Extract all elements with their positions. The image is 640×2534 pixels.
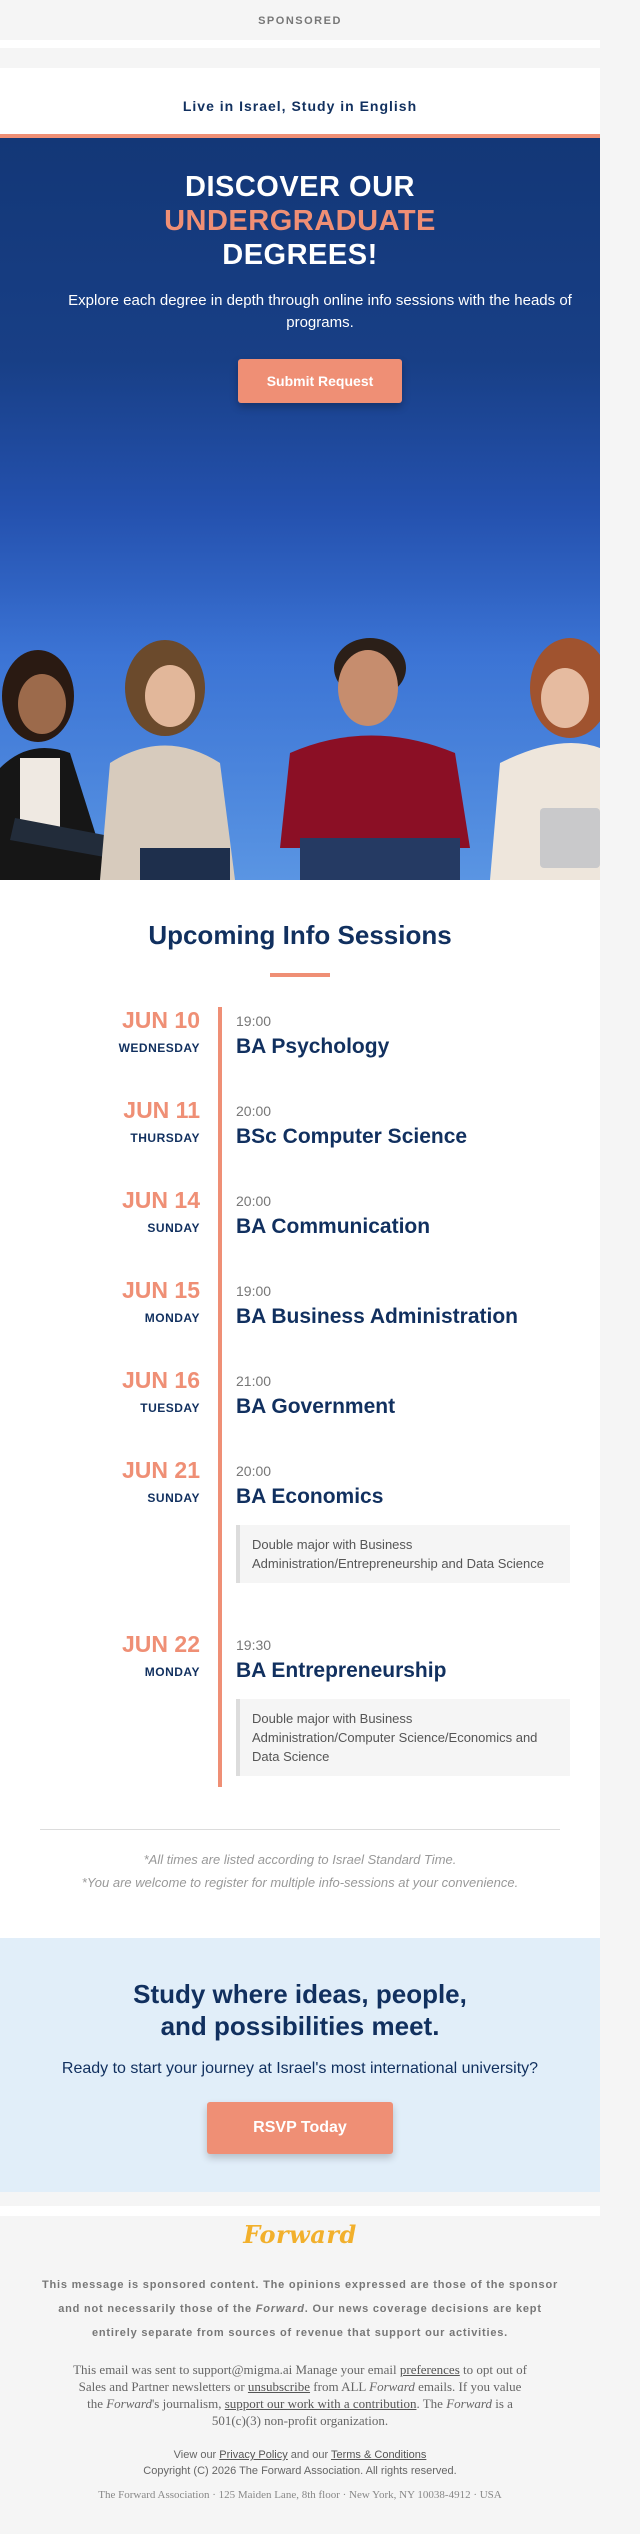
forward-logo[interactable]: Forward [243, 2220, 357, 2249]
session-note: Double major with Business Administration/Entrepreneurship and Data Science [236, 1525, 570, 1583]
session-day: MONDAY [144, 1311, 200, 1325]
timezone-note: *All times are listed according to Israel Standard Time. [143, 1852, 457, 1867]
legal-text: 's journalism, [151, 2396, 225, 2411]
sessions-timeline [0, 1007, 600, 1787]
session-date: JUN 14 [122, 1187, 200, 1213]
session-time: 20:00 [236, 1463, 272, 1479]
legal-text: This email was sent to support@migma.ai Manage your email [73, 2362, 400, 2377]
policy-links [0, 2447, 600, 2479]
legal-text: emails. If you value the [87, 2379, 522, 2411]
cta-title-line1: Study where ideas, people, [133, 1979, 467, 2009]
session-name[interactable]: BA Communication [236, 1215, 431, 1238]
disclaimer-text: . Our news coverage decisions are kept entirely separate from sources of revenue that support our activities. [91, 2303, 542, 2339]
session-time: 19:30 [236, 1637, 272, 1653]
legal-forward: Forward [106, 2396, 152, 2411]
timeline-line [218, 1007, 222, 1787]
unsubscribe-link[interactable]: unsubscribe [247, 2379, 311, 2394]
session-date: JUN 10 [122, 1007, 200, 1033]
cta-title [0, 1978, 600, 2042]
legal-text: is a 501(c)(3) non-profit organization. [211, 2396, 513, 2428]
session-date: JUN 21 [122, 1457, 200, 1483]
hero-title-line2: UNDERGRADUATE [164, 205, 436, 237]
session-name[interactable]: BA Entrepreneurship [236, 1659, 447, 1682]
tagline-text: Live in Israel, Study in English [182, 98, 418, 114]
support-link[interactable]: support our work with a contribution [224, 2396, 417, 2411]
rsvp-button[interactable]: RSVP Today [207, 2102, 393, 2154]
sponsored-label: SPONSORED [258, 15, 342, 27]
hero-title-line1: DISCOVER OUR [185, 171, 415, 203]
privacy-policy-link[interactable]: Privacy Policy [219, 2449, 288, 2461]
sessions-title: Upcoming Info Sessions [148, 920, 452, 950]
hero-title-line3: DEGREES! [222, 239, 378, 271]
postal-address: The Forward Association · 125 Maiden Lane, 8th floor · New York, NY 10038-4912 · USA [98, 2489, 502, 2501]
session-note: Double major with Business Administration/Computer Science/Economics and Data Science [236, 1699, 570, 1776]
session-name[interactable]: BA Economics [236, 1485, 384, 1508]
submit-request-button[interactable]: Submit Request [238, 359, 402, 403]
session-time: 20:00 [236, 1193, 272, 1209]
footer [0, 2220, 600, 2501]
session-day: THURSDAY [130, 1131, 200, 1145]
legal-text: from ALL [310, 2379, 370, 2394]
tagline-bar [0, 68, 600, 138]
email-card [0, 68, 600, 2192]
legal-text: to opt out of Sales and Partner newsletters or [78, 2362, 527, 2394]
hero-title [0, 170, 600, 272]
session-day: MONDAY [144, 1665, 200, 1679]
session-date: JUN 16 [122, 1367, 200, 1393]
terms-link[interactable]: Terms & Conditions [330, 2449, 427, 2461]
cta-section [0, 1938, 600, 2192]
legal-forward: Forward [369, 2379, 415, 2394]
legal-forward: Forward [446, 2396, 492, 2411]
cta-subtitle: Ready to start your journey at Israel's most international university? [61, 2060, 539, 2077]
session-name[interactable]: BA Psychology [236, 1035, 390, 1058]
disclaimer-forward: Forward [255, 2303, 305, 2315]
policy-text: and our [287, 2449, 331, 2461]
session-time: 21:00 [236, 1373, 272, 1389]
sponsored-bar [0, 0, 600, 40]
session-date: JUN 15 [122, 1277, 200, 1303]
session-time: 19:00 [236, 1283, 272, 1299]
session-day: WEDNESDAY [118, 1041, 200, 1055]
preferences-link[interactable]: preferences [399, 2362, 460, 2377]
session-day: SUNDAY [147, 1221, 200, 1235]
hero [0, 138, 600, 880]
sponsor-disclaimer [40, 2273, 560, 2345]
footer-strip [0, 2206, 600, 2216]
copyright: Copyright (C) 2026 The Forward Association. All rights reserved. [143, 2465, 457, 2477]
students-photo[interactable] [0, 588, 600, 880]
email-legal [70, 2361, 530, 2429]
disclaimer-text: This message is sponsored content. The opinions expressed are those of the sponsor and not necessarily those of the [41, 2279, 559, 2315]
session-name[interactable]: BSc Computer Science [236, 1125, 468, 1148]
hero-subtitle: Explore each degree in depth through online info sessions with the heads of programs. [68, 292, 572, 331]
top-strip [0, 40, 600, 48]
session-name[interactable]: BA Government [236, 1395, 396, 1418]
session-name[interactable]: BA Business Administration [236, 1305, 518, 1328]
session-day: TUESDAY [140, 1401, 200, 1415]
policy-text: View our [173, 2449, 220, 2461]
title-underline [270, 973, 330, 977]
session-date: JUN 11 [123, 1097, 200, 1123]
notes-divider [40, 1829, 560, 1830]
session-time: 19:00 [236, 1013, 272, 1029]
info-sessions [0, 880, 600, 1938]
timezone-notes [0, 1848, 600, 1938]
session-day: SUNDAY [147, 1491, 200, 1505]
multiple-sessions-note: *You are welcome to register for multiple info-sessions at your convenience. [81, 1875, 519, 1890]
session-time: 20:00 [236, 1103, 272, 1119]
legal-text: . The [416, 2396, 447, 2411]
session-date: JUN 22 [122, 1631, 200, 1657]
cta-title-line2: and possibilities meet. [160, 2011, 440, 2041]
